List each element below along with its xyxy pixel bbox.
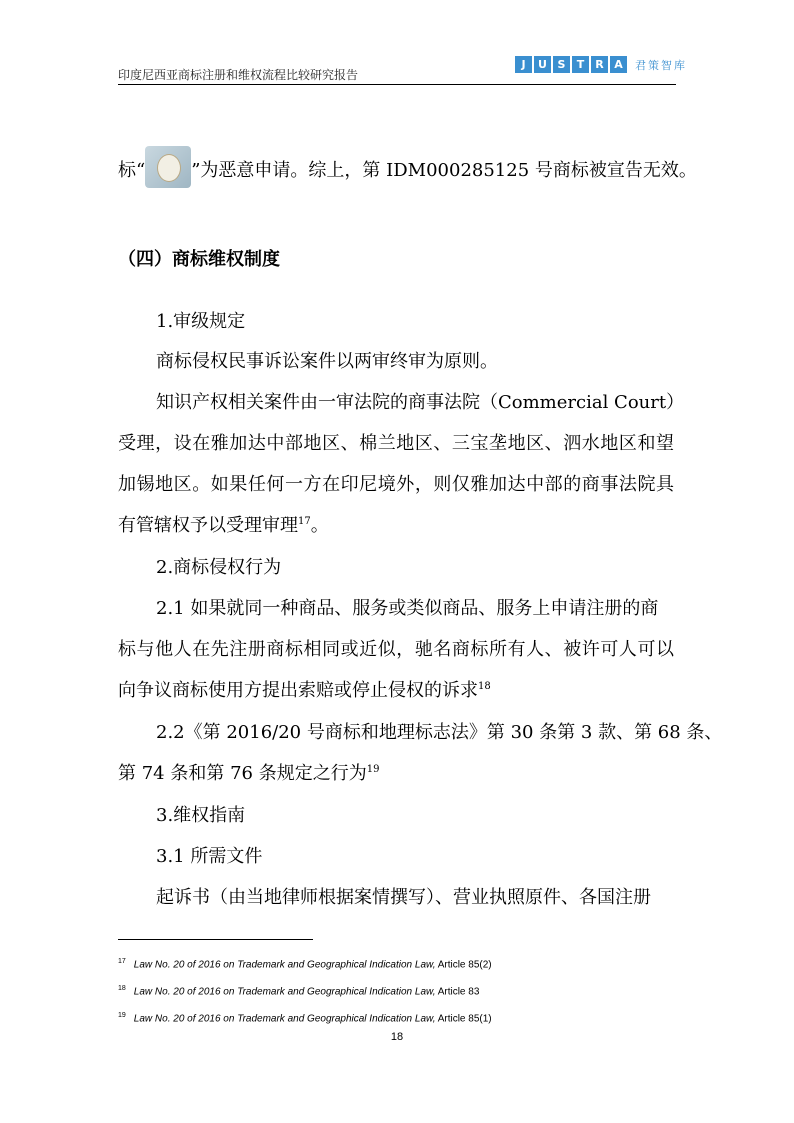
subsection-title: 1.审级规定 bbox=[156, 311, 246, 332]
line-text: 有管辖权予以受理审理 bbox=[118, 515, 298, 536]
line-text: 标“ bbox=[118, 160, 146, 181]
subsection-title: 3.维权指南 bbox=[156, 805, 246, 826]
footnote-article: Article 83 bbox=[435, 986, 480, 998]
footnote-number: 18 bbox=[118, 985, 126, 992]
paragraph-line bbox=[118, 679, 491, 703]
footnote-article: Article 85(1) bbox=[435, 1013, 492, 1025]
footnote-law: Law No. 20 of 2016 on Trademark and Geographical Indication Law, bbox=[133, 1013, 436, 1025]
line-text: ”为恶意申请。综上，第 IDM000285125 号商标被宣告无效。 bbox=[191, 160, 697, 181]
logo-chinese-name: 君策智库 bbox=[635, 58, 687, 72]
subsection-title: 2.商标侵权行为 bbox=[156, 557, 282, 578]
footnote-19 bbox=[118, 1012, 492, 1024]
footnote-number: 19 bbox=[118, 1012, 126, 1019]
line-text: 向争议商标使用方提出索赔或停止侵权的诉求 bbox=[118, 680, 478, 701]
logo-letter: R bbox=[591, 56, 608, 73]
paragraph-line: 商标侵权民事诉讼案件以两审终审为原则。 bbox=[156, 351, 498, 372]
header-divider bbox=[118, 84, 676, 85]
footnote-17 bbox=[118, 958, 492, 970]
logo-letter: U bbox=[534, 56, 551, 73]
footnote-article: Article 85(2) bbox=[435, 959, 492, 971]
footnote-number: 17 bbox=[118, 958, 126, 965]
logo-letter: A bbox=[610, 56, 627, 73]
running-header-title: 印度尼西亚商标注册和维权流程比较研究报告 bbox=[118, 68, 359, 82]
logo-letter: J bbox=[515, 56, 532, 73]
paragraph-line: 2.1 如果就同一种商品、服务或类似商品、服务上申请注册的商 bbox=[156, 598, 659, 619]
paragraph-line bbox=[118, 762, 379, 786]
footnote-ref[interactable]: 19 bbox=[366, 764, 380, 775]
paragraph-line bbox=[118, 514, 329, 538]
footnote-divider bbox=[118, 939, 313, 940]
footnote-18 bbox=[118, 985, 479, 997]
page-number: 18 bbox=[390, 1031, 404, 1043]
paragraph-line: 标与他人在先注册商标相同或近似，驰名商标所有人、被许可人可以 bbox=[118, 639, 674, 660]
logo-letter: S bbox=[553, 56, 570, 73]
footnote-law: Law No. 20 of 2016 on Trademark and Geographical Indication Law, bbox=[133, 986, 436, 998]
paragraph-line: 加锡地区。如果任何一方在印尼境外，则仅雅加达中部的商事法院具 bbox=[118, 474, 674, 495]
paragraph-line: 受理，设在雅加达中部地区、棉兰地区、三宝垄地区、泗水地区和望 bbox=[118, 433, 674, 454]
footnote-ref[interactable]: 17 bbox=[298, 516, 311, 527]
logo-letter: T bbox=[572, 56, 589, 73]
footnote-ref[interactable]: 18 bbox=[478, 681, 491, 692]
justra-logo bbox=[515, 56, 687, 73]
paragraph-line: 起诉书（由当地律师根据案情撰写）、营业执照原件、各国注册 bbox=[156, 887, 651, 908]
subsection-subtitle: 3.1 所需文件 bbox=[156, 846, 263, 867]
line-text: 。 bbox=[310, 515, 329, 536]
footnote-law: Law No. 20 of 2016 on Trademark and Geographical Indication Law, bbox=[133, 959, 436, 971]
trademark-image bbox=[145, 146, 191, 188]
paragraph-line: 2.2《第 2016/20 号商标和地理标志法》第 30 条第 3 款、第 68 条、 bbox=[156, 722, 723, 743]
line-text: 第 74 条和第 76 条规定之行为 bbox=[118, 763, 367, 784]
continued-line bbox=[118, 146, 697, 188]
section-heading: （四）商标维权制度 bbox=[118, 249, 280, 270]
paragraph-line: 知识产权相关案件由一审法院的商事法院（Commercial Court） bbox=[156, 392, 685, 413]
